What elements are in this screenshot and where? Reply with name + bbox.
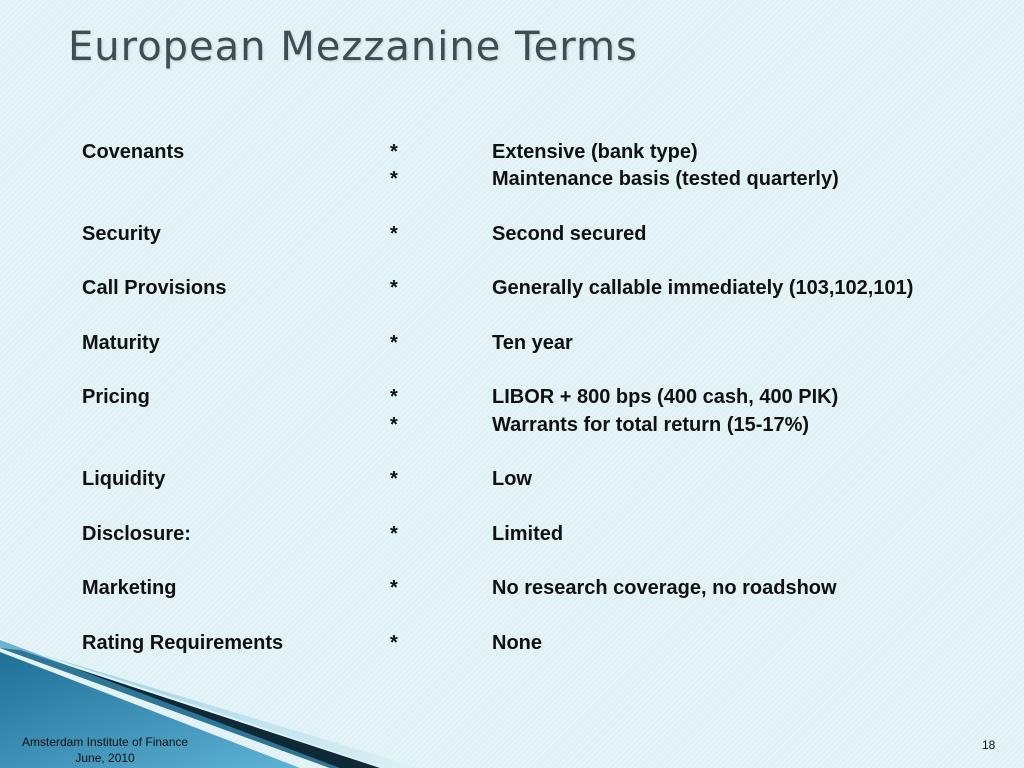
term-label: Security — [82, 223, 161, 245]
term-label: Covenants — [82, 141, 185, 163]
term-value: Ten year — [492, 332, 573, 354]
term-bullet: * — [390, 386, 398, 408]
term-bullet: * — [390, 277, 398, 299]
term-value: LIBOR + 800 bps (400 cash, 400 PIK) — [492, 386, 839, 408]
term-bullet: * — [390, 168, 398, 190]
footer-org-name: Amsterdam Institute of Finance — [22, 735, 189, 749]
term-bullet: * — [390, 223, 398, 245]
term-value: No research coverage, no roadshow — [492, 577, 837, 599]
term-value: Low — [492, 468, 532, 490]
term-label: Rating Requirements — [82, 632, 284, 654]
term-label: Pricing — [82, 386, 150, 408]
term-bullet: * — [390, 141, 398, 163]
term-bullet: * — [390, 332, 398, 354]
term-value: Generally callable immediately (103,102,101) — [492, 277, 914, 299]
term-value: None — [492, 632, 542, 654]
term-label: Call Provisions — [82, 277, 227, 299]
term-bullet: * — [390, 414, 398, 436]
term-label: Marketing — [82, 577, 177, 599]
page-number: 18 — [982, 738, 996, 752]
footer-organization — [22, 734, 188, 766]
slide-title: European Mezzanine Terms — [68, 24, 638, 70]
term-label: Maturity — [82, 332, 160, 354]
term-value: Warrants for total return (15-17%) — [492, 414, 810, 436]
footer-date: June, 2010 — [75, 751, 135, 765]
term-value: Second secured — [492, 223, 647, 245]
term-bullet: * — [390, 468, 398, 490]
term-label: Disclosure: — [82, 523, 191, 545]
term-bullet: * — [390, 577, 398, 599]
term-bullet: * — [390, 523, 398, 545]
term-value: Extensive (bank type) — [492, 141, 698, 163]
term-bullet: * — [390, 632, 398, 654]
term-value: Limited — [492, 523, 564, 545]
term-label: Liquidity — [82, 468, 166, 490]
term-value: Maintenance basis (tested quarterly) — [492, 168, 839, 190]
